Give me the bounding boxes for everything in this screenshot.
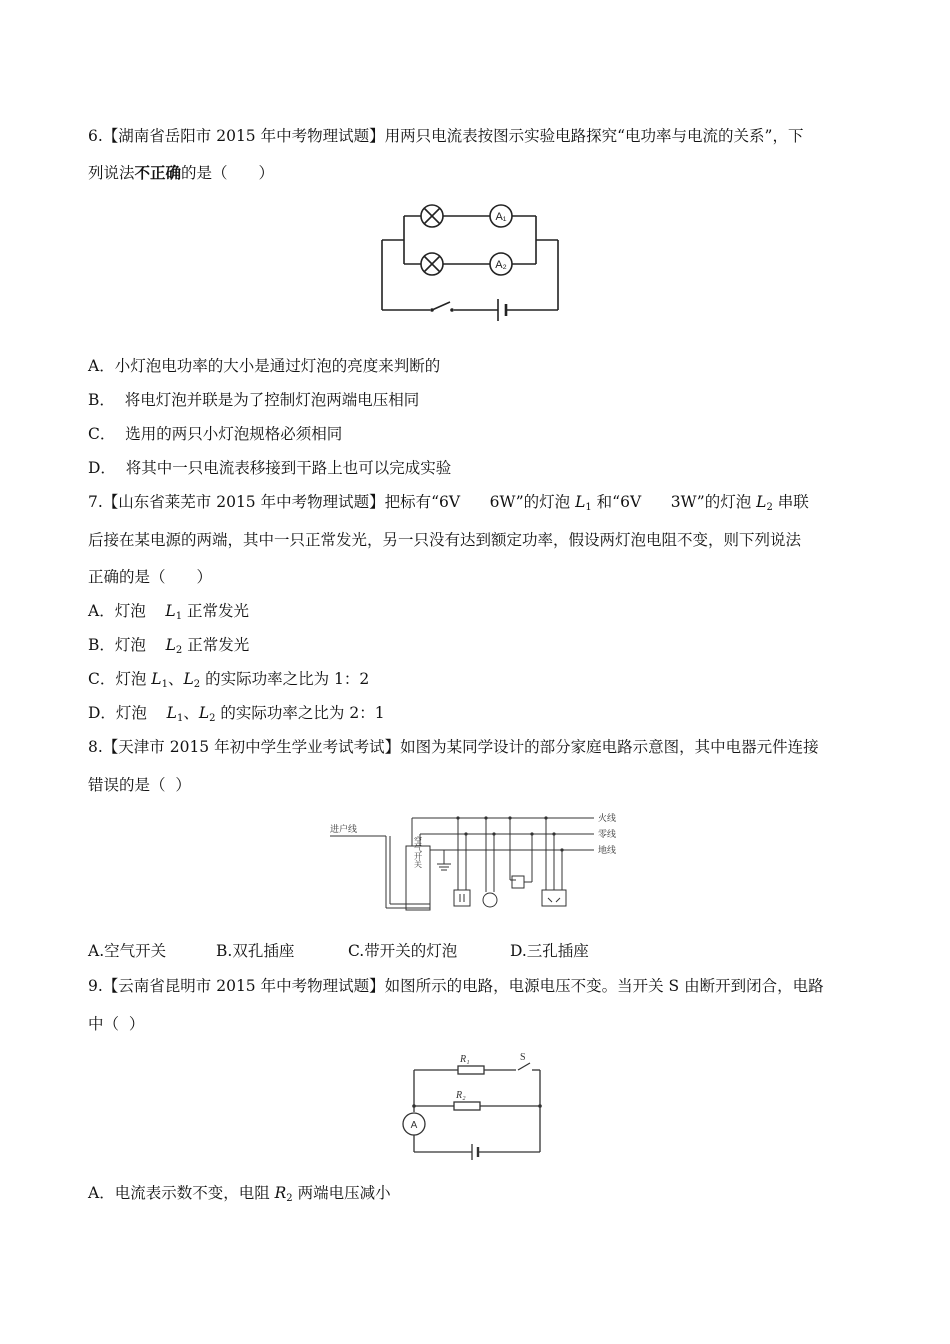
- q9-symbol: R: [274, 1184, 287, 1202]
- q8-options: [88, 941, 589, 961]
- q7-text: 正常发光: [182, 636, 250, 654]
- q7-option-a: [88, 601, 249, 627]
- q7-symbol: L: [575, 493, 586, 511]
- q6-switch: [432, 302, 450, 310]
- q7-symbol: L: [183, 670, 194, 688]
- q9-stem-line1: 9.【云南省昆明市 2015 年中考物理试题】如图所示的电路，电源电压不变。当开关 S 由断开到闭合，电路: [88, 977, 824, 995]
- q8-label-switch: 空气开关: [413, 836, 423, 868]
- q8-two-hole-socket: [454, 890, 470, 906]
- q7-option-c: [88, 669, 369, 695]
- q7-subscript: 2: [766, 502, 773, 513]
- q7-subscript: 1: [161, 679, 168, 690]
- q7-subscript: 1: [176, 713, 184, 724]
- q8-option-a: A.空气开关: [88, 942, 167, 960]
- q7-symbol: L: [166, 704, 177, 722]
- q7-text: 的实际功率之比为 1：2: [200, 670, 370, 688]
- q7-symbol: L: [165, 636, 176, 654]
- q9-label-r1: R₁: [460, 1054, 470, 1065]
- q7-symbol: L: [756, 493, 767, 511]
- q9-resistor-r1: [458, 1066, 484, 1074]
- q7-text: 、: [167, 670, 184, 688]
- q6-ammeter-1-label: A₁: [495, 211, 507, 223]
- q9-switch-s: [518, 1063, 530, 1070]
- q7-text: 7.【山东省莱芜市 2015 年中考物理试题】把标有“6V 6W”的灯泡: [88, 493, 576, 511]
- q8-option-b: B.双孔插座: [216, 942, 295, 960]
- q9-label-s: S: [520, 1052, 526, 1063]
- q8-stem-line2: 错误的是（ ）: [88, 776, 191, 794]
- q7-subscript: 1: [175, 611, 183, 622]
- q6-option-c: C． 选用的两只小灯泡规格必须相同: [88, 425, 343, 443]
- q7-text: D．灯泡: [88, 704, 167, 722]
- q9-subscript: 2: [286, 1193, 293, 1204]
- q8-switch: [512, 876, 524, 888]
- q8-label-zero: 零线: [598, 830, 617, 840]
- q7-subscript: 2: [193, 679, 201, 690]
- q7-text: C．灯泡: [88, 670, 152, 688]
- q6-circuit-diagram: [376, 202, 576, 327]
- q9-resistor-r2: [454, 1102, 480, 1110]
- q6-option-d: D． 将其中一只电流表移接到干路上也可以完成实验: [88, 459, 452, 477]
- q7-symbol: L: [165, 602, 176, 620]
- q7-stem-line1: [88, 492, 809, 518]
- q6-stem-post: 的是（ ）: [181, 164, 275, 182]
- q7-symbol: L: [151, 670, 162, 688]
- q7-subscript: 2: [209, 713, 216, 724]
- q8-option-d: D.三孔插座: [510, 942, 589, 960]
- q6-stem-line2: [88, 163, 274, 183]
- q7-text: B．灯泡: [88, 636, 166, 654]
- q8-label-ground: 地线: [598, 846, 617, 856]
- q8-three-hole-socket: [548, 898, 552, 902]
- q7-text: 和“6V 3W”的灯泡: [591, 493, 757, 511]
- q9-stem-line2: 中（ ）: [88, 1015, 145, 1033]
- q9-label-a: A: [410, 1120, 418, 1131]
- q9-label-r2: R₂: [456, 1090, 466, 1101]
- q8-household-circuit-diagram: [326, 808, 626, 920]
- q9-text: A．电流表示数不变，电阻: [88, 1184, 275, 1202]
- q7-text: 的实际功率之比为 2：1: [215, 704, 385, 722]
- q6-ammeter-2-label: A₂: [495, 259, 507, 271]
- q6-option-b: B． 将电灯泡并联是为了控制灯泡两端电压相同: [88, 391, 420, 409]
- q7-subscript: 2: [175, 645, 183, 656]
- q8-lamp: [483, 893, 497, 907]
- q7-stem-line3: 正确的是（ ）: [88, 568, 213, 586]
- q8-three-hole-socket: [542, 890, 566, 906]
- q6-stem-emphasis: 不正确: [134, 163, 182, 182]
- q7-option-b: [88, 635, 249, 661]
- q6-option-a: A．小灯泡电功率的大小是通过灯泡的亮度来判断的: [88, 357, 441, 375]
- q8-three-hole-socket: [556, 898, 560, 902]
- q8-stem-line1: 8.【天津市 2015 年初中学生学业考试考试】如图为某同学设计的部分家庭电路示意图，其中电器元件连接: [88, 738, 819, 756]
- q9-option-a: [88, 1183, 391, 1209]
- q8-option-c: C.带开关的灯泡: [348, 942, 458, 960]
- q9-text: 两端电压减小: [292, 1184, 391, 1202]
- q6-stem-line1: 6.【湖南省岳阳市 2015 年中考物理试题】用两只电流表按图示实验电路探究“电功率与电流的关系”，下: [88, 127, 804, 145]
- q6-stem-pre: 列说法: [88, 164, 135, 182]
- q7-text: 正常发光: [182, 602, 250, 620]
- q7-text: 串联: [772, 493, 809, 511]
- q7-subscript: 1: [585, 502, 592, 513]
- q7-text: 、: [183, 704, 199, 722]
- q7-option-d: [88, 703, 385, 729]
- q8-label-fire: 火线: [598, 814, 617, 824]
- q9-circuit-diagram: [398, 1050, 553, 1160]
- q8-label-in: 进户线: [330, 825, 358, 835]
- q7-symbol: L: [198, 704, 210, 722]
- q7-text: A．灯泡: [88, 602, 166, 620]
- q7-stem-line2: 后接在某电源的两端，其中一只正常发光，另一只没有达到额定功率，假设两灯泡电阻不变，则下列说法: [88, 531, 802, 549]
